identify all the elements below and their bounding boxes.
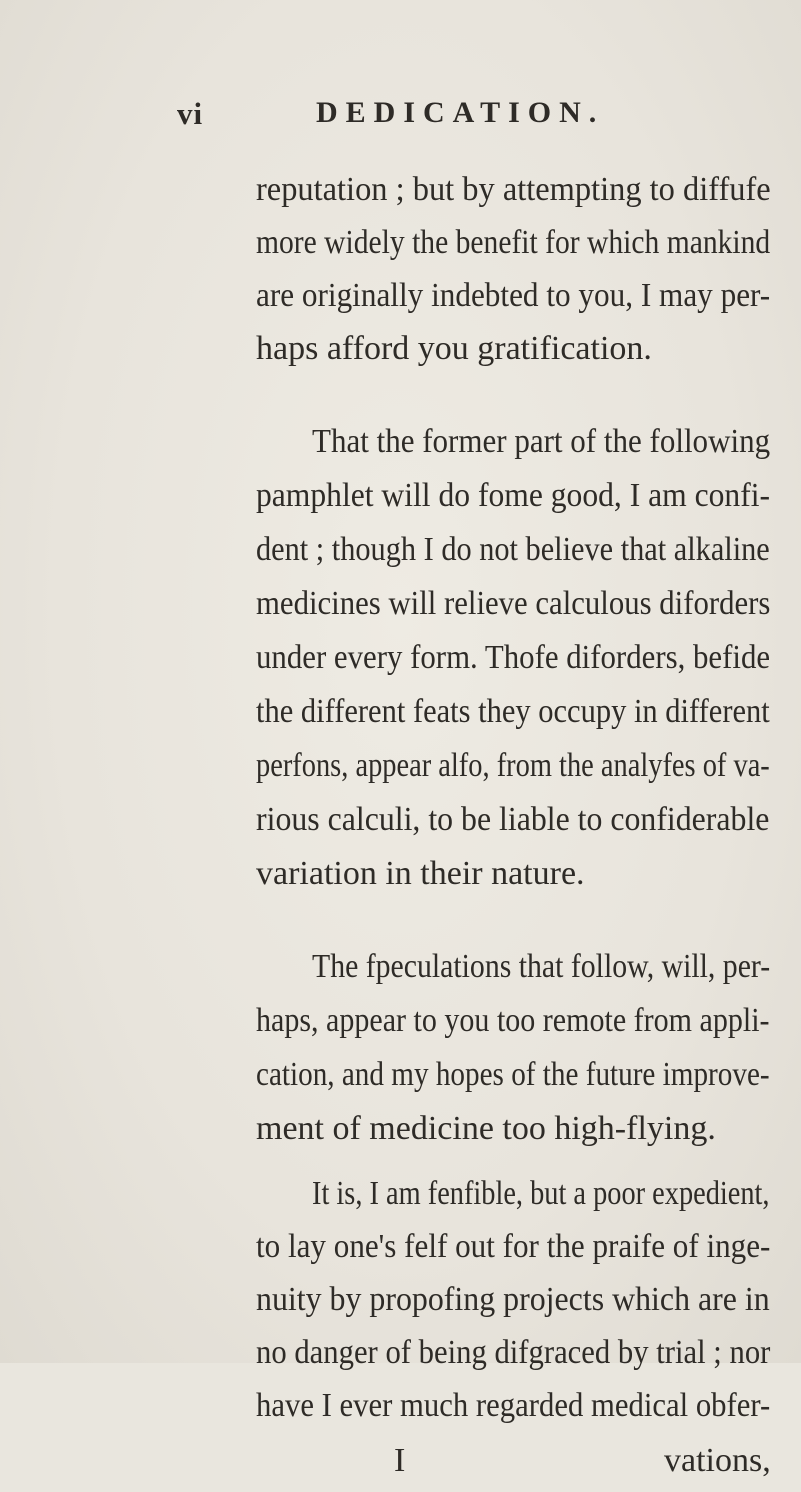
text-line: no danger of being difgraced by trial ; nor <box>256 1334 771 1371</box>
text-line: the different feats they occupy in different <box>256 693 770 730</box>
text-line: cation, and my hopes of the future improve- <box>256 1056 770 1093</box>
text-line: more widely the benefit for which mankind <box>256 224 771 261</box>
catchword: vations, <box>664 1442 771 1479</box>
page-footer <box>0 1442 801 1492</box>
text-line: dent ; though I do not believe that alkaline <box>256 531 770 568</box>
text-line: ment of medicine too high-flying. <box>256 1110 716 1147</box>
text-line: have I ever much regarded medical obfer- <box>256 1387 771 1424</box>
text-line: are originally indebted to you, I may per- <box>256 277 771 314</box>
text-line: perfons, appear alfo, from the analyfes of va- <box>256 747 770 784</box>
text-line: haps, appear to you too remote from appli- <box>256 1002 770 1039</box>
text-line: haps afford you gratification. <box>256 330 652 367</box>
text-line: That the former part of the following <box>312 423 771 460</box>
text-line: It is, I am fenfible, but a poor expedient, <box>312 1175 770 1212</box>
text-line: under every form. Thofe diforders, befide <box>256 639 771 676</box>
text-line: variation in their nature. <box>256 855 585 892</box>
text-line: rious calculi, to be liable to confiderable <box>256 801 770 838</box>
text-line: to lay one's felf out for the praife of inge- <box>256 1228 771 1265</box>
text-line: medicines will relieve calculous diforders <box>256 585 771 622</box>
signature-mark: I <box>394 1442 406 1479</box>
page-header <box>0 96 801 156</box>
text-line: reputation ; but by attempting to diffufe <box>256 171 771 208</box>
text-line: pamphlet will do fome good, I am confi- <box>256 477 771 514</box>
running-head: DEDICATION. <box>316 96 605 129</box>
page-number: vi <box>177 96 204 131</box>
text-line: nuity by propofing projects which are in <box>256 1281 770 1318</box>
text-line: The fpeculations that follow, will, per- <box>312 948 771 985</box>
